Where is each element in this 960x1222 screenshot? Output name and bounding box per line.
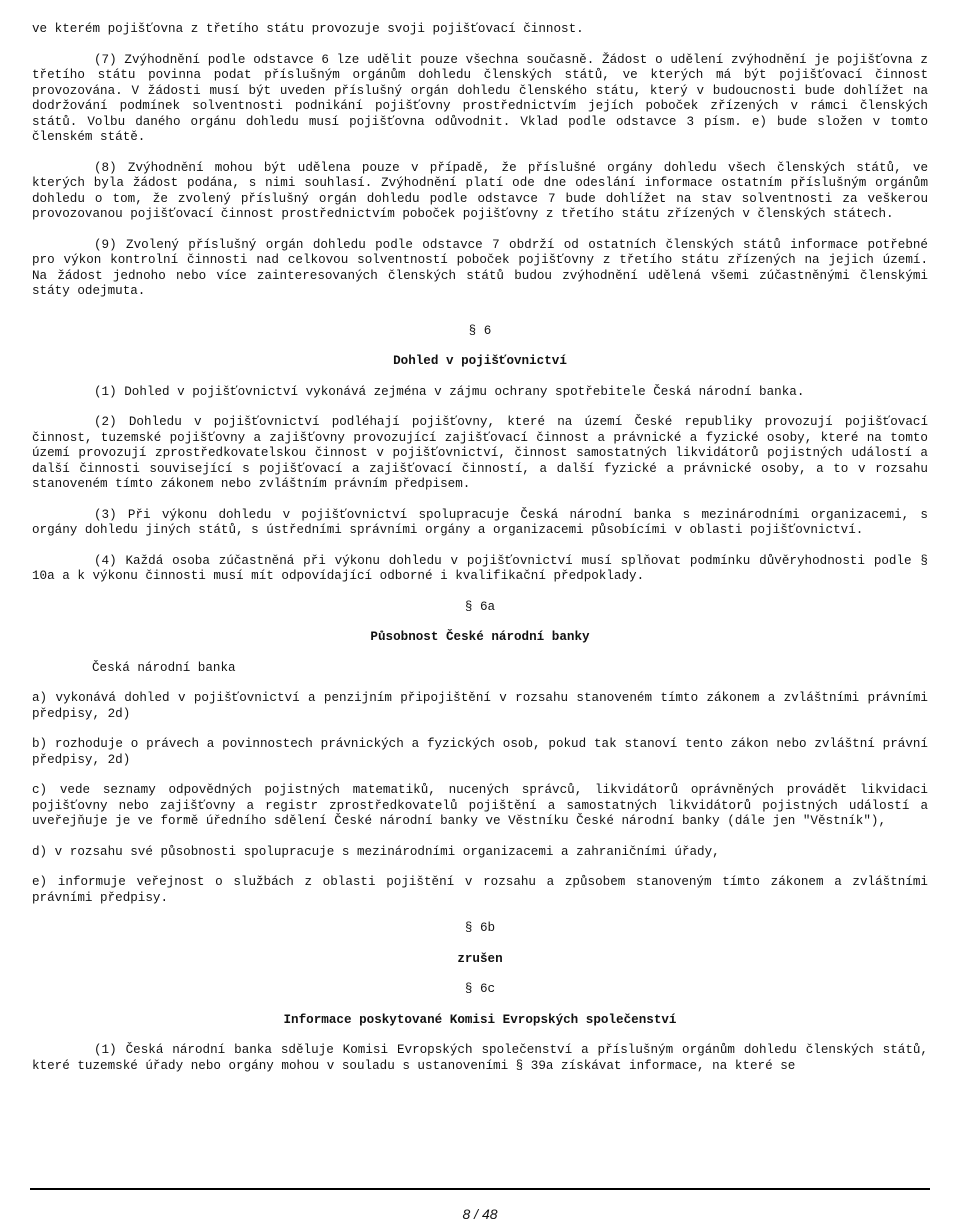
section-6-paragraph-2: (2) Dohledu v pojišťovnictví podléhají pojišťovny, které na území České republiky provozují pojišťovací činnost, tuzemské pojišťovny a zajišťovny provozující zajišťovací činnost a právnické a fyzické osoby, které na tomto území provozují zprostředkovatelskou činnost v pojišťovnictví, činnost samostatných likvidátorů pojistných událostí a další činnosti související s pojišťovací a zajišťovací činností, a další fyzické a právnické osoby, a to v rozsahu stanoveném tímto zákonem nebo zvláštním právním předpisem. xyxy=(32,415,928,491)
section-6a-lead: Česká národní banka xyxy=(92,660,236,675)
section-6-sign: § 6 xyxy=(468,323,492,338)
section-6a-item-d: d) v rozsahu své působnosti spolupracuje s mezinárodními organizacemi a zahraničními úřady, xyxy=(32,844,720,859)
section-6-title: Dohled v pojišťovnictví xyxy=(393,354,567,368)
page-number: 8 / 48 xyxy=(462,1206,498,1222)
section-6b-sign: § 6b xyxy=(464,921,496,935)
section-6c-paragraph-1: (1) Česká národní banka sděluje Komisi Evropských společenství a příslušným orgánům dohledu členských států, které tuzemské úřady nebo orgány mohou v souladu s ustanoveními § 39a získávat informace, na které se xyxy=(32,1043,928,1073)
section-6a-item-e: e) informuje veřejnost o službách z oblasti pojištění v rozsahu a způsobem stanoveným tímto zákonem a zvláštními právními předpisy. xyxy=(32,875,928,905)
section-6c-title: Informace poskytované Komisi Evropských společenství xyxy=(283,1012,677,1027)
section-6a-sign: § 6a xyxy=(464,599,496,614)
footer-divider xyxy=(30,1188,930,1190)
section-6a-title: Působnost České národní banky xyxy=(370,630,590,644)
section-6-paragraph-3: (3) Při výkonu dohledu v pojišťovnictví spolupracuje Česká národní banka s mezinárodními organizacemi, s orgány dohledu jiných států, s ústředními správními orgány a organizacemi působícími v oblasti pojišťovnictví. xyxy=(32,507,928,537)
paragraph-7: (7) Zvýhodnění podle odstavce 6 lze udělit pouze všechna současně. Žádost o udělení zvýhodnění je pojišťovna z třetího státu povinna podat příslušným orgánům dohledu členských států, ve kterých má být pojišťovací činnost provozována. V žádosti musí být uveden příslušný orgán dohledu členského státu, který v budoucnosti bude dohlížet na dodržování podmínek solventnosti podnikání pojišťovny prostřednictvím jejích poboček zřízených v rámci členských států. Volbu daného orgánu dohledu musí pojišťovna odůvodnit. Vklad podle odstavce 3 písm. e) bude složen v tomto členském státě. xyxy=(32,52,928,144)
section-6-paragraph-1: (1) Dohled v pojišťovnictví vykonává zejména v zájmu ochrany spotřebitele Česká národní banka. xyxy=(94,384,805,399)
section-6a-item-c: c) vede seznamy odpovědných pojistných matematiků, nucených správců, likvidátorů oprávněných provádět likvidaci pojišťovny nebo zajišťovny a registr zprostředkovatelů pojištění a samostatných likvidátorů pojistných událostí a uveřejňuje je ve formě úředního sdělení České národní banky ve Věstníku České národní banky (dále jen "Věstník"), xyxy=(32,783,928,828)
document-body xyxy=(32,22,928,1089)
section-6b-title: zrušen xyxy=(457,951,503,966)
section-6c-sign: § 6c xyxy=(464,982,496,996)
paragraph-8: (8) Zvýhodnění mohou být udělena pouze v případě, že příslušné orgány dohledu všech členských států, ve kterých byla žádost podána, s nimi souhlasí. Zvýhodnění platí ode dne odeslání informace ostatním příslušným orgánům dohledu o tom, že zvolený příslušný orgán dohledu podle odstavce 7 bude dohlížet na stav solventnosti za veškerou provozovanou pojišťovací činnost prostřednictvím poboček pojišťovny z třetího státu zřízených v členských státech. xyxy=(32,160,928,221)
section-6a-item-b: b) rozhoduje o právech a povinnostech právnických a fyzických osob, pokud tak stanoví tento zákon nebo zvláštní právní předpisy, 2d) xyxy=(32,737,928,767)
section-6a-item-a: a) vykonává dohled v pojišťovnictví a penzijním připojištění v rozsahu stanoveném tímto zákonem a zvláštními právními předpisy, 2d) xyxy=(32,691,928,721)
paragraph-9: (9) Zvolený příslušný orgán dohledu podle odstavce 7 obdrží od ostatních členských států informace potřebné pro výkon kontrolní činnosti nad celkovou solventností poboček pojišťovny z třetího státu zřízených na jejich území. Na žádost jednoho nebo více zainteresovaných členských států budou zvýhodnění udělená všemi zúčastněnými členskými státy odejmuta. xyxy=(32,237,928,298)
paragraph-intro: ve kterém pojišťovna z třetího státu provozuje svoji pojišťovací činnost. xyxy=(32,22,584,36)
section-6-paragraph-4: (4) Každá osoba zúčastněná při výkonu dohledu v pojišťovnictví musí splňovat podmínku důvěryhodnosti podle § 10a a k výkonu činnosti musí mít odpovídající odborné i kvalifikační předpoklady. xyxy=(32,553,928,583)
